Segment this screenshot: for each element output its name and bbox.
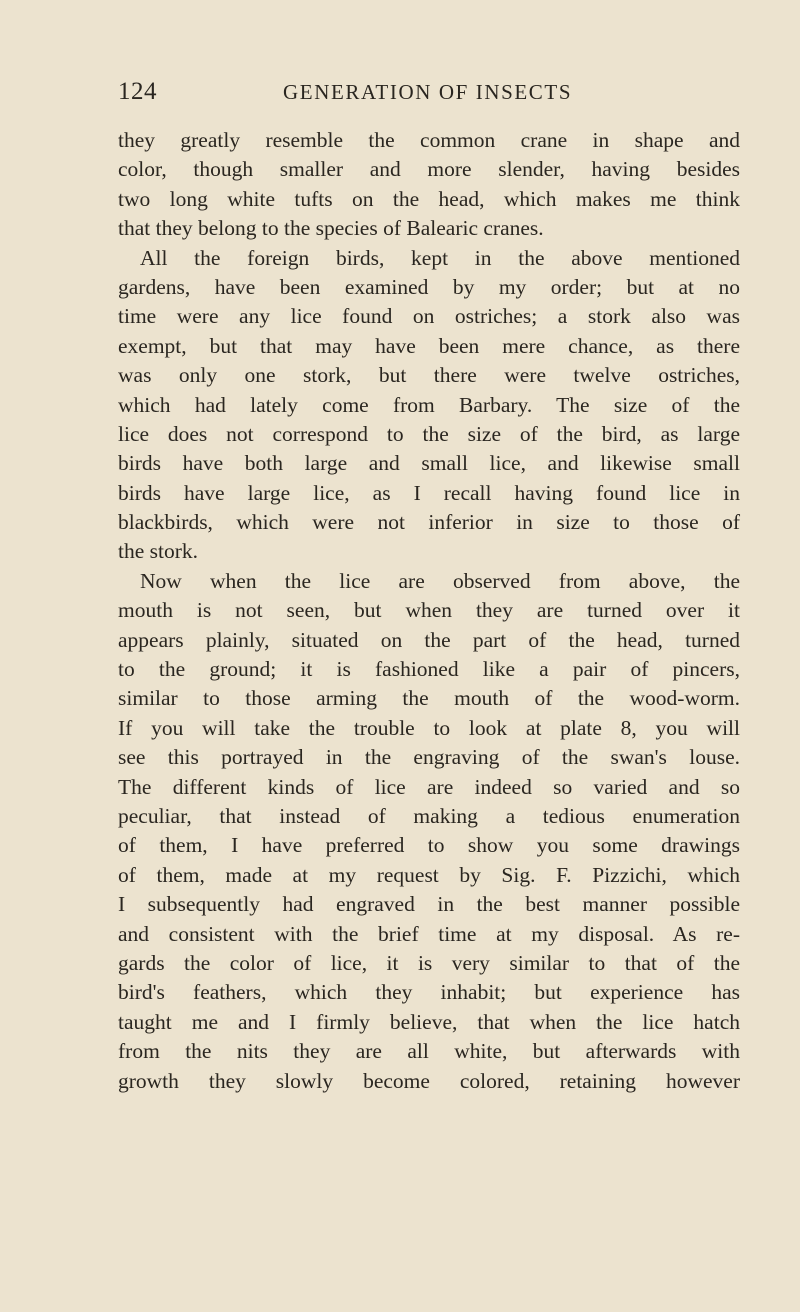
text-line: color, though smaller and more slender, having besides [118, 157, 740, 182]
text-line: time were any lice found on ostriches; a stork also was [118, 304, 740, 329]
text-line: blackbirds, which were not inferior in size to those of [118, 510, 740, 535]
paragraph-start-line: All the foreign birds, kept in the above mentioned [140, 245, 740, 270]
text-line: was only one stork, but there were twelve ostriches, [118, 363, 740, 388]
text-line: exempt, but that may have been mere chance, as there [118, 333, 740, 358]
text-line: appears plainly, situated on the part of the head, turned [118, 627, 740, 652]
text-line: the stork. [118, 539, 199, 564]
text-line: I subsequently had engraved in the best manner possible [118, 892, 740, 917]
text-line: gardens, have been examined by my order; but at no [118, 274, 740, 299]
text-line: birds have both large and small lice, and likewise small [118, 451, 740, 476]
text-line: that they belong to the species of Balearic cranes. [118, 216, 544, 241]
text-line: two long white tufts on the head, which makes me think [118, 186, 740, 211]
page-number: 124 [118, 78, 157, 105]
text-line: If you will take the trouble to look at plate 8, you will [118, 715, 740, 740]
text-line: to the ground; it is fashioned like a pair of pincers, [118, 657, 740, 682]
text-line: of them, I have preferred to show you some drawings [118, 833, 740, 858]
paragraph-start-line: Now when the lice are observed from above, the [140, 568, 740, 593]
text-line: taught me and I firmly believe, that when the lice hatch [118, 1009, 740, 1034]
text-line: similar to those arming the mouth of the wood-worm. [118, 686, 740, 711]
text-line: and consistent with the brief time at my disposal. As re- [118, 921, 740, 946]
text-line: see this portrayed in the engraving of the swan's louse. [118, 745, 740, 770]
text-line: from the nits they are all white, but afterwards with [118, 1039, 740, 1064]
text-line: they greatly resemble the common crane in shape and [118, 128, 740, 152]
text-line: gards the color of lice, it is very similar to that of the [118, 950, 740, 975]
text-line: peculiar, that instead of making a tedious enumeration [118, 803, 740, 828]
text-line: bird's feathers, which they inhabit; but experience has [118, 980, 740, 1005]
page-header [118, 78, 578, 114]
text-line: of them, made at my request by Sig. F. Pizzichi, which [118, 862, 740, 887]
text-line: lice does not correspond to the size of the bird, as large [118, 421, 740, 446]
running-title: GENERATION OF INSECTS [283, 80, 573, 104]
text-line: growth they slowly become colored, retaining however [118, 1068, 740, 1093]
text-line: which had lately come from Barbary. The size of the [118, 392, 740, 417]
text-line: birds have large lice, as I recall having found lice in [118, 480, 740, 505]
body-text [118, 126, 740, 1096]
text-line: The different kinds of lice are indeed so varied and so [118, 774, 740, 799]
text-line: mouth is not seen, but when they are turned over it [118, 598, 740, 623]
